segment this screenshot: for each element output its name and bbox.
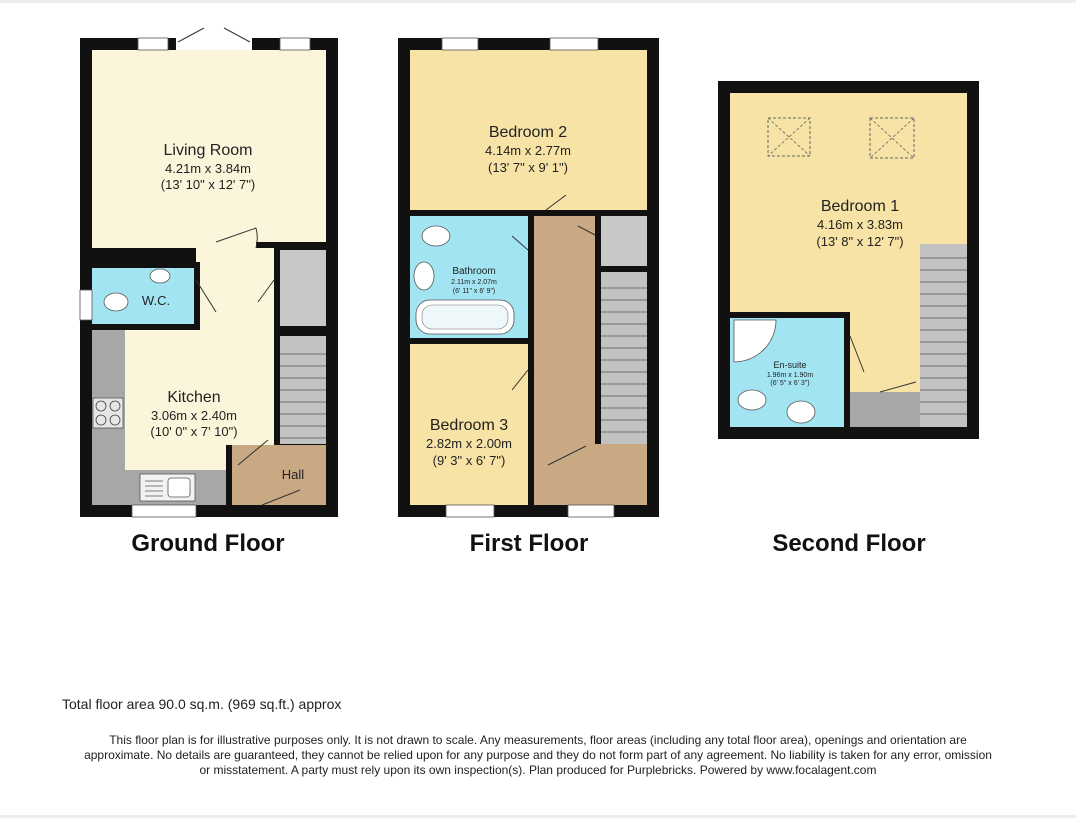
- ground-floor-plan: [80, 28, 338, 517]
- sink-bowl-icon: [168, 478, 190, 497]
- living-room-label: Living Room: [163, 142, 253, 159]
- bedroom-3-imperial: (9' 3" x 6' 7"): [432, 453, 506, 468]
- bedroom-2-label: Bedroom 2: [488, 124, 568, 141]
- wc-side-wall: [194, 262, 200, 330]
- ground-floor-title: Ground Floor: [131, 530, 285, 557]
- second-stairs-icon: [920, 244, 967, 427]
- toilet-icon: [738, 390, 766, 410]
- window-icon: [568, 505, 614, 517]
- living-room-metric: 4.21m x 3.84m: [165, 161, 251, 176]
- window-icon: [132, 505, 196, 517]
- inner-hall-area: [196, 248, 274, 333]
- bedroom-3-label: Bedroom 3: [429, 417, 509, 434]
- wc-wall: [92, 262, 196, 268]
- hall-area: [232, 445, 326, 505]
- en-suite-label: En-suite: [773, 360, 807, 370]
- first-floor-title: First Floor: [469, 530, 589, 557]
- en-suite-metric: 1.96m x 1.90m: [766, 372, 814, 379]
- disclaimer-line: This floor plan is for illustrative purposes only. It is not drawn to scale. Any measurements, floor areas (including any total floor area), openings and orientation are: [109, 733, 967, 747]
- wc-bottom-wall: [92, 324, 200, 330]
- first-cupboard: [597, 216, 647, 266]
- en-suite-imperial: (6' 5" x 6' 3"): [770, 380, 810, 387]
- first-stairs-icon: [601, 272, 647, 444]
- second-floor-title: Second Floor: [772, 530, 926, 557]
- second-landing-cupboard: [848, 392, 920, 427]
- bedroom-2-metric: 4.14m x 2.77m: [485, 143, 571, 158]
- basin-icon: [787, 401, 815, 423]
- bathroom-metric: 2.11m x 2.07m: [451, 279, 497, 286]
- window-icon: [138, 38, 168, 50]
- french-door-icon: [176, 36, 252, 50]
- total-floor-area: Total floor area 90.0 sq.m. (969 sq.ft.) approx: [62, 696, 342, 712]
- bedroom-3-metric: 2.82m x 2.00m: [426, 436, 512, 451]
- bedroom-2-imperial: (13' 7" x 9' 1"): [488, 160, 568, 175]
- living-room-imperial: (13' 10" x 12' 7"): [160, 177, 256, 192]
- window-icon: [80, 290, 92, 320]
- basin-icon: [150, 269, 170, 283]
- disclaimer: [40, 733, 1036, 778]
- window-icon: [442, 38, 478, 50]
- window-icon: [550, 38, 598, 50]
- disclaimer-line: or misstatement. A party must rely upon its own inspection(s). Plan produced for Purplebricks. Powered by www.focalagent.com: [199, 763, 877, 777]
- bathroom-imperial: (6' 11" x 6' 9"): [452, 288, 496, 295]
- bathroom-label: Bathroom: [452, 266, 496, 277]
- bedroom-1-label: Bedroom 1: [820, 198, 900, 215]
- kitchen-label: Kitchen: [167, 389, 221, 406]
- disclaimer-line: approximate. No details are guaranteed, they cannot be relied upon for any purpose and they do not form part of any agreement. No liability is taken for any error, omission: [84, 748, 992, 762]
- second-floor-plan: [718, 81, 979, 439]
- kitchen-metric: 3.06m x 2.40m: [151, 408, 237, 423]
- toilet-icon: [104, 293, 128, 311]
- bedroom-1-imperial: (13' 8" x 12' 7"): [816, 234, 904, 249]
- window-icon: [446, 505, 494, 517]
- hall-label: Hall: [281, 467, 305, 482]
- kitchen-imperial: (10' 0" x 7' 10"): [150, 424, 238, 439]
- first-floor-plan: [398, 38, 659, 517]
- ground-cupboard: [274, 250, 326, 326]
- wc-label: W.C.: [141, 293, 171, 308]
- toilet-icon: [422, 226, 450, 246]
- window-icon: [280, 38, 310, 50]
- bedroom-1-metric: 4.16m x 3.83m: [817, 217, 903, 232]
- basin-icon: [414, 262, 434, 290]
